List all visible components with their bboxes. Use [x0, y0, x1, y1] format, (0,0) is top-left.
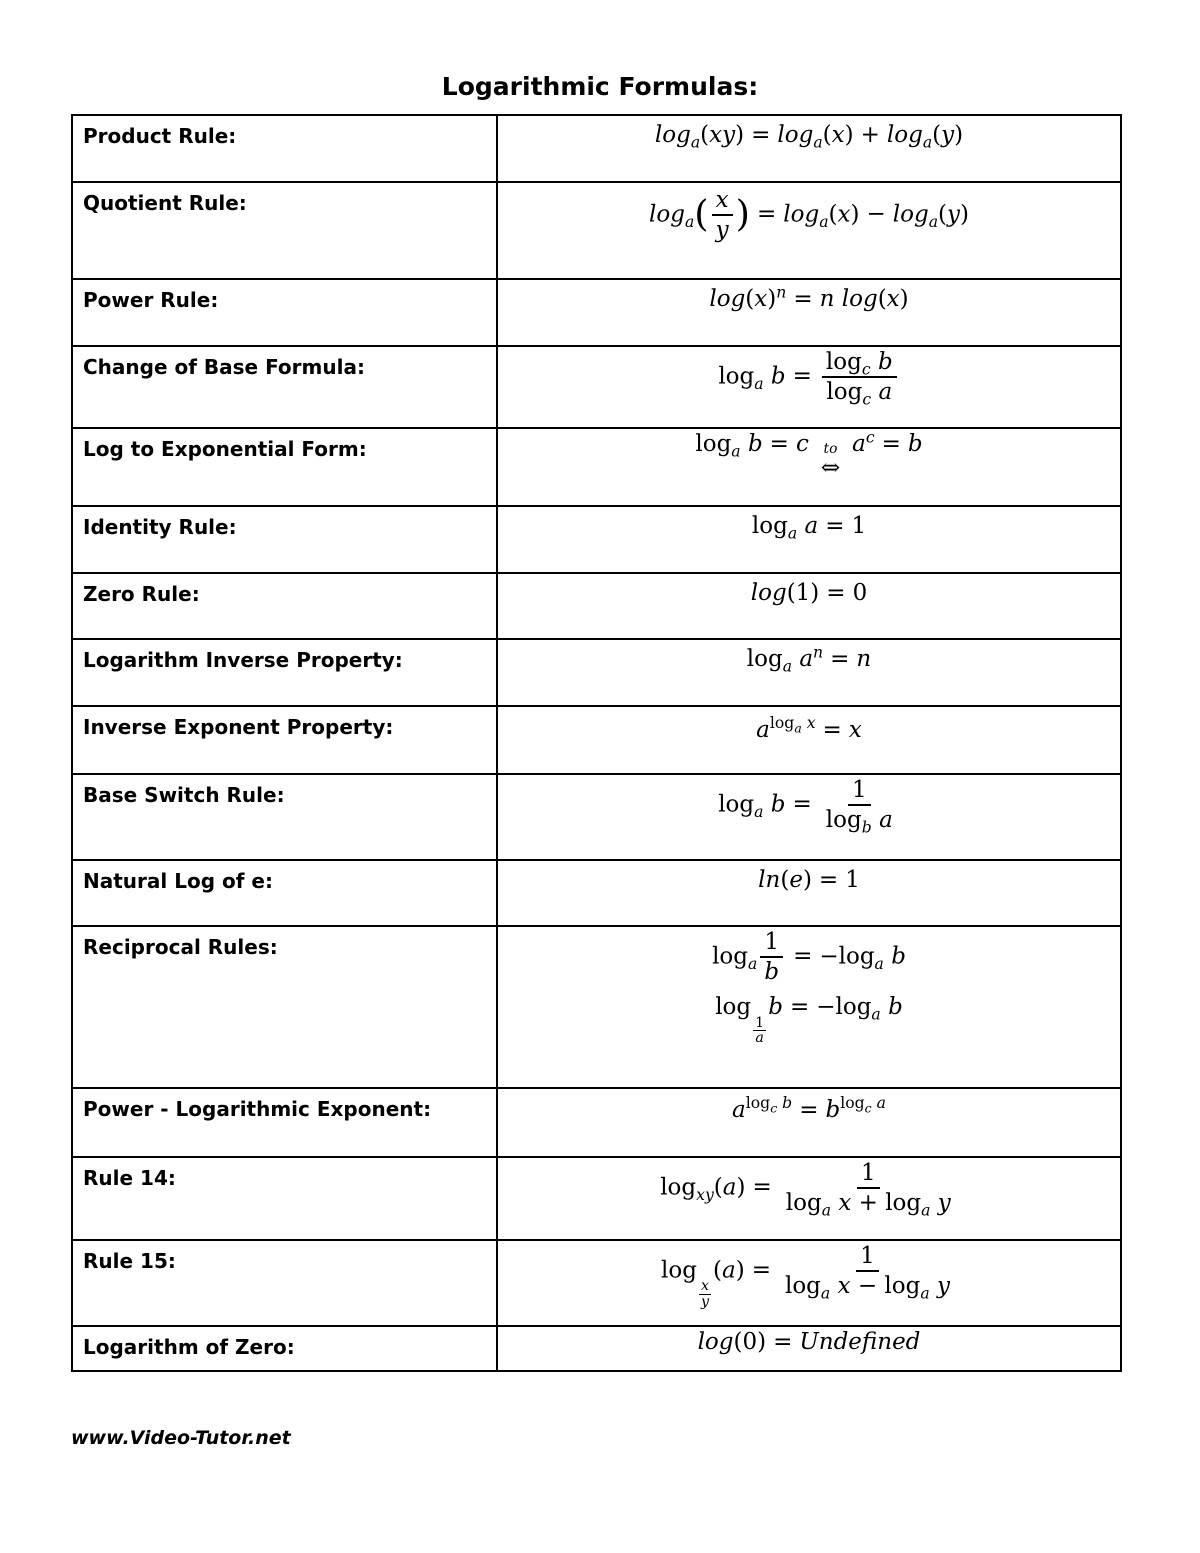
table-row [72, 860, 1121, 926]
rule-name: Power - Logarithmic Exponent: [72, 1088, 497, 1157]
rule-name: Inverse Exponent Property: [72, 706, 497, 774]
formula-log-to-exponential: $\log_a b = c$ to ⇔ $a^c = b$ [497, 428, 1121, 506]
rule-name: Identity Rule: [72, 506, 497, 573]
formula-power-rule: $\log(x)^n = n$ log(x) [497, 279, 1121, 346]
rule-name: Change of Base Formula: [72, 346, 497, 428]
table-row [72, 346, 1121, 428]
formula-product-rule: $\log_a(xy) = \log_a(x) + \log_a(y)$ [497, 115, 1121, 182]
table-row [72, 706, 1121, 774]
formula-natural-log-e: ln(e) = 1 [497, 860, 1121, 926]
formula-logarithm-inverse: $\log_a a^n = n$ [497, 639, 1121, 706]
table-row [72, 182, 1121, 279]
formula-zero-rule: log(1) = 0 [497, 573, 1121, 639]
rule-name: Rule 14: [72, 1157, 497, 1240]
formula-logarithm-of-zero: log(0) = Undefined [497, 1326, 1121, 1371]
table-row [72, 428, 1121, 506]
formula-table [71, 114, 1122, 1372]
formula-power-log-exponent: $a^{log_c b} = b^{log_c a}$ [497, 1088, 1121, 1157]
formula-base-switch: $\log_a b$ = $\frac{1}{\log_b a}$ [497, 774, 1121, 860]
table-row [72, 1157, 1121, 1240]
formula-change-of-base: $\log_a b$ = $\frac{\log_c b}{\log_c a}$ [497, 346, 1121, 428]
rule-name: Power Rule: [72, 279, 497, 346]
table-row [72, 279, 1121, 346]
rule-name: Natural Log of e: [72, 860, 497, 926]
double-arrow-icon: ⇔ [820, 455, 841, 482]
table-row [72, 1240, 1121, 1326]
table-row [72, 506, 1121, 573]
rule-name: Quotient Rule: [72, 182, 497, 279]
formula-inverse-exponent: $a^{log_a x} = x$ [497, 706, 1121, 774]
formula-identity-rule: $\log_a a = 1$ [497, 506, 1121, 573]
rule-name: Product Rule: [72, 115, 497, 182]
formula-rule-15: log $\frac{x}{y}$ (a) = $\frac{1}{\log_a x - \log_a y}$ [497, 1240, 1121, 1326]
table-row [72, 1088, 1121, 1157]
page-title: Logarithmic Formulas: [441, 72, 759, 101]
formula-rule-14: $\log_{xy}(a)$ = $\frac{1}{\log_a x + \log_a y}$ [497, 1157, 1121, 1240]
rule-name: Rule 15: [72, 1240, 497, 1326]
rule-name: Zero Rule: [72, 573, 497, 639]
table-row [72, 926, 1121, 1088]
table-row [72, 115, 1121, 182]
footer-website: www.Video-Tutor.net [71, 1427, 291, 1449]
rule-name: Reciprocal Rules: [72, 926, 497, 1088]
rule-name: Log to Exponential Form: [72, 428, 497, 506]
rule-name: Logarithm of Zero: [72, 1326, 497, 1371]
formula-quotient-rule: $\log_a$( $\frac{x}{y}$ ) = $\log_a(x) - \log_a(y)$ [497, 182, 1121, 279]
rule-name: Logarithm Inverse Property: [72, 639, 497, 706]
rule-name: Base Switch Rule: [72, 774, 497, 860]
table-row [72, 573, 1121, 639]
table-row [72, 639, 1121, 706]
table-row [72, 1326, 1121, 1371]
undefined-result: Undefined [799, 1329, 921, 1355]
arrow-label: to [823, 441, 838, 458]
table-row [72, 774, 1121, 860]
formula-reciprocal-rules: $\log_a$ $\frac{1}{b}$ = $-\log_a$ b log $\frac{1}{a}$ $b = -\log_a$ b [497, 926, 1121, 1088]
